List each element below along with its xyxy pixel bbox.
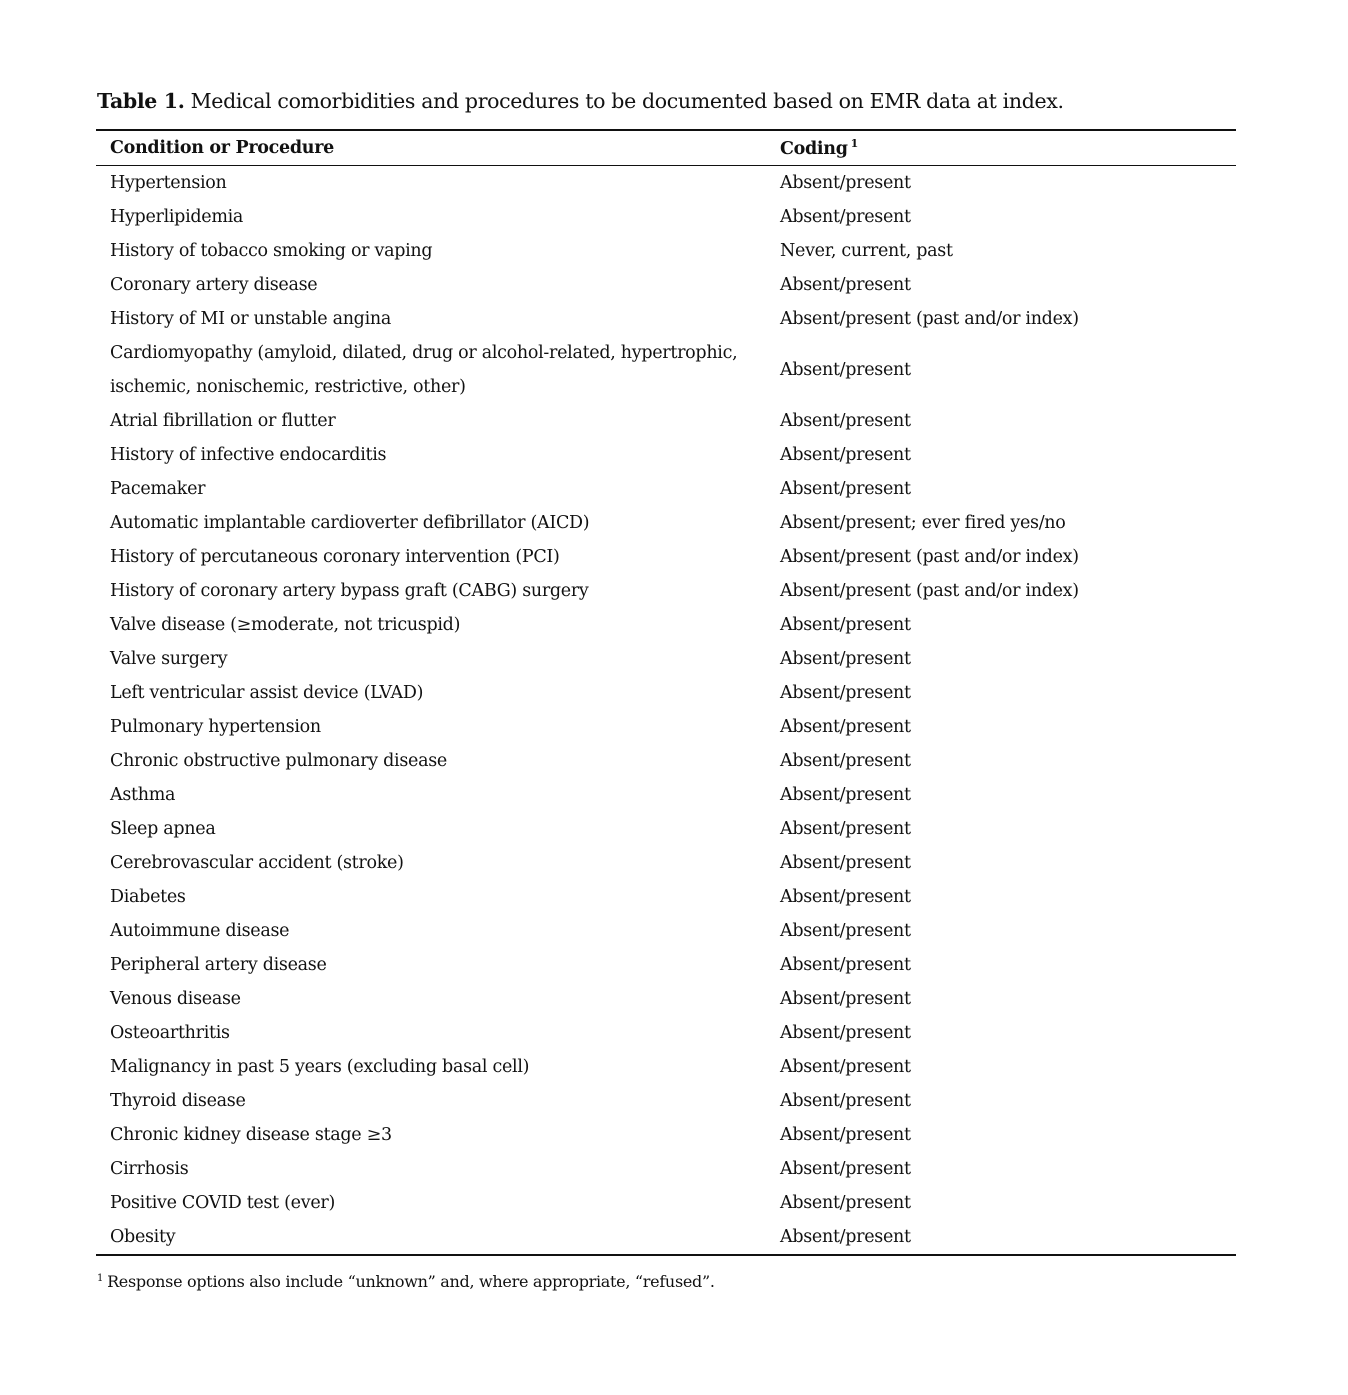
table-row <box>96 608 1236 642</box>
condition-cell: Chronic obstructive pulmonary disease <box>110 751 447 771</box>
coding-cell: Absent/present <box>780 1227 911 1247</box>
footnote-marker: 1 <box>97 1273 104 1284</box>
condition-cell: Venous disease <box>110 989 241 1009</box>
table-row <box>96 948 1236 982</box>
coding-cell: Absent/present; ever fired yes/no <box>780 513 1066 533</box>
condition-cell: Pulmonary hypertension <box>110 717 321 737</box>
condition-cell: History of MI or unstable angina <box>110 309 391 329</box>
table-caption-text: Medical comorbidities and procedures to be documented based on EMR data at index. <box>190 89 1064 113</box>
coding-cell: Absent/present <box>780 819 911 839</box>
column-header-condition <box>96 130 766 166</box>
table-row <box>96 1220 1236 1255</box>
condition-cell: Asthma <box>110 785 176 805</box>
table-row <box>96 336 1236 404</box>
condition-cell: Pacemaker <box>110 479 206 499</box>
condition-cell: Obesity <box>110 1227 176 1247</box>
coding-cell: Absent/present (past and/or index) <box>780 309 1079 329</box>
coding-cell: Absent/present <box>780 1023 911 1043</box>
table-row <box>96 812 1236 846</box>
condition-cell: Hyperlipidemia <box>110 207 244 227</box>
coding-cell: Absent/present <box>780 853 911 873</box>
coding-cell: Absent/present <box>780 1091 911 1111</box>
condition-cell: Left ventricular assist device (LVAD) <box>110 683 424 703</box>
condition-cell: Thyroid disease <box>110 1091 246 1111</box>
table-row <box>96 166 1236 201</box>
condition-cell: Automatic implantable cardioverter defibrillator (AICD) <box>110 513 590 533</box>
table-row <box>96 1016 1236 1050</box>
comorbidities-table <box>96 129 1236 1256</box>
table-row <box>96 1152 1236 1186</box>
coding-cell: Absent/present <box>780 1193 911 1213</box>
condition-cell: Cardiomyopathy (amyloid, dilated, drug or alcohol-related, hypertrophic, ischemic, nonischemic, restrictive, other) <box>110 343 738 397</box>
coding-cell: Absent/present <box>780 1057 911 1077</box>
table-body <box>96 166 1236 1256</box>
table-row <box>96 710 1236 744</box>
coding-cell: Absent/present <box>780 785 911 805</box>
condition-cell: Sleep apnea <box>110 819 216 839</box>
table-footnote <box>97 1266 715 1295</box>
table-caption-label: Table 1. <box>97 89 185 113</box>
table-row <box>96 438 1236 472</box>
coding-cell: Absent/present <box>780 360 911 380</box>
condition-cell: Cerebrovascular accident (stroke) <box>110 853 404 873</box>
coding-cell: Absent/present <box>780 1125 911 1145</box>
table-row <box>96 1084 1236 1118</box>
coding-cell: Absent/present <box>780 411 911 431</box>
condition-cell: Osteoarthritis <box>110 1023 230 1043</box>
table-row <box>96 676 1236 710</box>
table-row <box>96 472 1236 506</box>
table-caption <box>97 86 1247 116</box>
coding-cell: Absent/present <box>780 649 911 669</box>
coding-cell: Absent/present <box>780 717 911 737</box>
table-row <box>96 1186 1236 1220</box>
table-row <box>96 1050 1236 1084</box>
coding-cell: Never, current, past <box>780 241 953 261</box>
coding-cell: Absent/present <box>780 887 911 907</box>
coding-cell: Absent/present (past and/or index) <box>780 547 1079 567</box>
coding-cell: Absent/present <box>780 751 911 771</box>
table-row <box>96 574 1236 608</box>
coding-cell: Absent/present <box>780 173 911 193</box>
condition-cell: History of coronary artery bypass graft (CABG) surgery <box>110 581 589 601</box>
condition-cell: Diabetes <box>110 887 186 907</box>
table-row <box>96 302 1236 336</box>
table-row <box>96 744 1236 778</box>
condition-cell: Positive COVID test (ever) <box>110 1193 335 1213</box>
table-row <box>96 982 1236 1016</box>
table-row <box>96 914 1236 948</box>
condition-cell: Coronary artery disease <box>110 275 318 295</box>
condition-cell: Chronic kidney disease stage ≥3 <box>110 1125 392 1145</box>
table-row <box>96 778 1236 812</box>
column-header-coding-label: Coding <box>780 139 848 159</box>
condition-cell: History of infective endocarditis <box>110 445 387 465</box>
coding-cell: Absent/present <box>780 921 911 941</box>
footnote-text: Response options also include “unknown” and, where appropriate, “refused”. <box>107 1272 715 1291</box>
table-row <box>96 200 1236 234</box>
coding-cell: Absent/present (past and/or index) <box>780 581 1079 601</box>
condition-cell: Atrial fibrillation or flutter <box>110 411 336 431</box>
comorbidities-table-container <box>96 129 1236 1256</box>
table-header-row <box>96 130 1236 166</box>
table-row <box>96 234 1236 268</box>
table-row <box>96 642 1236 676</box>
table-row <box>96 506 1236 540</box>
table-row <box>96 540 1236 574</box>
condition-cell: Autoimmune disease <box>110 921 290 941</box>
coding-cell: Absent/present <box>780 445 911 465</box>
condition-cell: Hypertension <box>110 173 227 193</box>
condition-cell: Valve surgery <box>110 649 228 669</box>
footnote-marker: 1 <box>850 137 859 150</box>
column-header-coding <box>766 130 1236 166</box>
table-row <box>96 404 1236 438</box>
condition-cell: Peripheral artery disease <box>110 955 327 975</box>
condition-cell: History of percutaneous coronary intervention (PCI) <box>110 547 560 567</box>
table-row <box>96 268 1236 302</box>
coding-cell: Absent/present <box>780 207 911 227</box>
coding-cell: Absent/present <box>780 683 911 703</box>
table-row <box>96 846 1236 880</box>
coding-cell: Absent/present <box>780 615 911 635</box>
coding-cell: Absent/present <box>780 989 911 1009</box>
table-row <box>96 880 1236 914</box>
coding-cell: Absent/present <box>780 955 911 975</box>
condition-cell: Valve disease (≥moderate, not tricuspid) <box>110 615 461 635</box>
condition-cell: History of tobacco smoking or vaping <box>110 241 433 261</box>
column-header-condition-label: Condition or Procedure <box>110 138 334 158</box>
condition-cell: Malignancy in past 5 years (excluding basal cell) <box>110 1057 530 1077</box>
condition-cell: Cirrhosis <box>110 1159 189 1179</box>
coding-cell: Absent/present <box>780 479 911 499</box>
coding-cell: Absent/present <box>780 275 911 295</box>
coding-cell: Absent/present <box>780 1159 911 1179</box>
table-row <box>96 1118 1236 1152</box>
